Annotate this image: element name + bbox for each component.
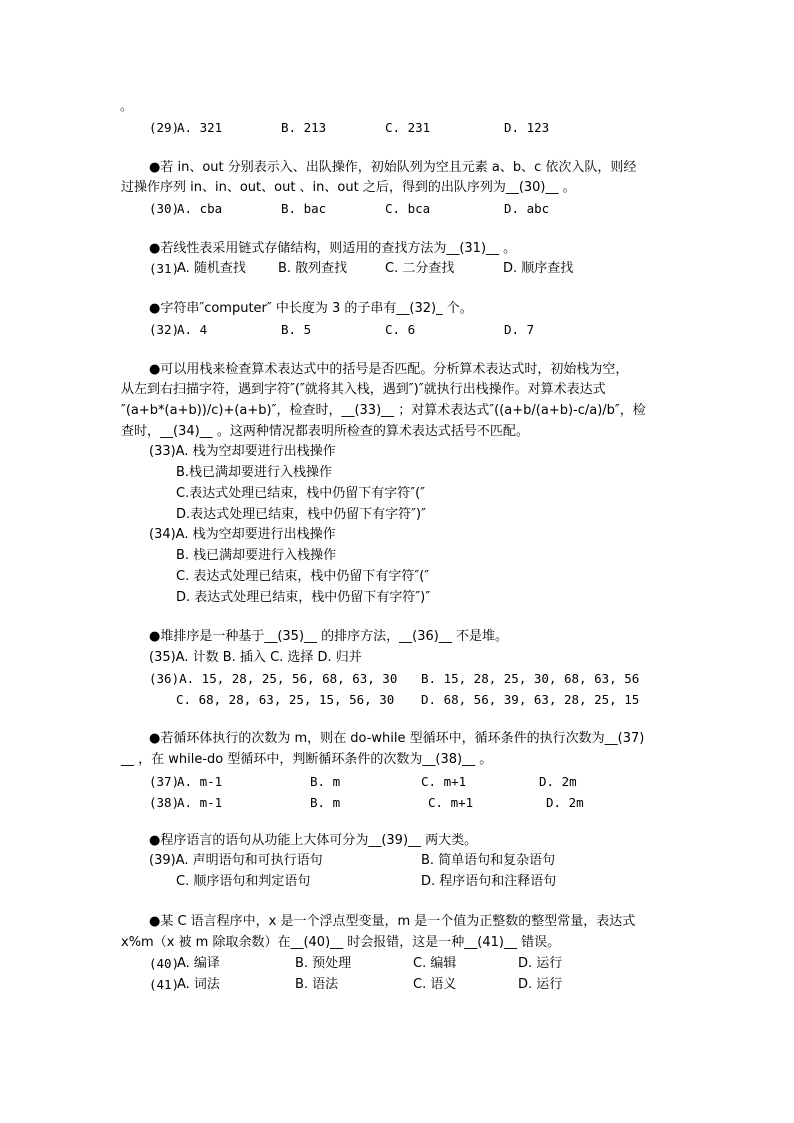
option-num: (37) bbox=[149, 774, 180, 789]
option-b: B. 语法 bbox=[295, 977, 339, 992]
stem-line: ●某 C 语言程序中，x 是一个浮点型变量，m 是一个值为正整数的整型常量，表达式 bbox=[149, 914, 636, 929]
option-c: C. m+1 bbox=[421, 774, 467, 789]
option-a: A. m-1 bbox=[177, 774, 223, 789]
question-35-stem: ●堆排序是一种基于__(35)__ 的排序方法，__(36)__ 不是堆。 bbox=[149, 629, 508, 644]
option-d: D. 表达式处理已结束，栈中仍留下有字符″)″ bbox=[176, 590, 431, 605]
stem-line: x%m（x 被 m 除取余数）在__(40)__ 时会报错，这是一种__(41)__ 错误。 bbox=[121, 935, 561, 950]
option-b: B. 简单语句和复杂语句 bbox=[421, 853, 556, 868]
stem-line: ●若 in、out 分别表示入、出队操作，初始队列为空且元素 a、b、c 依次入队，则经 bbox=[149, 160, 637, 175]
stem-line: ●可以用栈来检查算术表达式中的括号是否匹配。分析算术表达式时，初始栈为空， bbox=[149, 362, 629, 377]
stem-line: ″(a+b*(a+b))/c)+(a+b)″，检查时，__(33)__ ；对算术表达式″((a+b/(a+b)-c/a)/b″，检 bbox=[121, 403, 646, 418]
option-c: C. 顺序语句和判定语句 bbox=[176, 874, 311, 889]
option-d: D. 7 bbox=[504, 322, 535, 337]
option-a: A. 编译 bbox=[177, 956, 220, 971]
option-d: D. 程序语句和注释语句 bbox=[421, 874, 557, 889]
option-c: C. 231 bbox=[385, 120, 431, 135]
option-d: D. 顺序查找 bbox=[503, 261, 574, 276]
option-c: C. 表达式处理已结束，栈中仍留下有字符″(″ bbox=[176, 569, 430, 584]
option-a: A. 随机查找 bbox=[177, 261, 246, 276]
option-num: (38) bbox=[149, 795, 180, 810]
stem-line: 从左到右扫描字符，遇到字符″(″就将其入栈，遇到″)″就执行出栈操作。对算术表达式 bbox=[121, 382, 606, 397]
option-a: A. 词法 bbox=[177, 977, 220, 992]
stem-line: 过操作序列 in、in、out、out 、in、out 之后，得到的出队序列为__(30)__ 。 bbox=[121, 180, 576, 195]
stem-line: __ ，在 while-do 型循环中，判断循环条件的次数为__(38)__ 。 bbox=[121, 752, 493, 767]
option-num: (31) bbox=[149, 261, 180, 276]
option-c: C.表达式处理已结束，栈中仍留下有字符″(″ bbox=[176, 486, 425, 501]
option-c: C. bca bbox=[385, 201, 431, 216]
option-a: A. cba bbox=[177, 201, 223, 216]
option-d: D. 68, 56, 39, 63, 28, 25, 15 bbox=[421, 692, 640, 707]
option-b: B. 213 bbox=[281, 120, 327, 135]
option-num: (29) bbox=[149, 120, 180, 135]
option-c: C. 68, 28, 63, 25, 15, 56, 30 bbox=[176, 692, 395, 707]
option-b: B. 5 bbox=[281, 322, 312, 337]
option-a: A. m-1 bbox=[177, 795, 223, 810]
stem-line: ●若循环体执行的次数为 m，则在 do-while 型循环中，循环条件的执行次数为__(37) bbox=[149, 731, 645, 746]
option-b: B. 15, 28, 25, 30, 68, 63, 56 bbox=[421, 671, 640, 686]
option-d: D. 运行 bbox=[518, 956, 563, 971]
option-a: A. 4 bbox=[177, 322, 208, 337]
option-d: D. 2m bbox=[546, 795, 584, 810]
option-b: B. m bbox=[310, 774, 341, 789]
option-c: C. 二分查找 bbox=[385, 261, 455, 276]
option-b: B. 栈已满却要进行入栈操作 bbox=[176, 548, 337, 563]
option-a: (39)A. 声明语句和可执行语句 bbox=[149, 853, 323, 868]
stem-line: 查时，__(34)__ 。这两种情况都表明所检查的算术表达式括号不匹配。 bbox=[121, 424, 529, 439]
option-num: (30) bbox=[149, 201, 180, 216]
option-num: (40) bbox=[149, 956, 180, 971]
option-c: C. m+1 bbox=[428, 795, 474, 810]
option-c: C. 6 bbox=[385, 322, 416, 337]
option-d: D.表达式处理已结束，栈中仍留下有字符″)″ bbox=[176, 507, 426, 522]
question-31-stem: ●若线性表采用链式存储结构，则适用的查找方法为__(31)__ 。 bbox=[149, 241, 517, 256]
option-b: B. 预处理 bbox=[295, 956, 352, 971]
question-39-stem: ●程序语言的语句从功能上大体可分为__(39)__ 两大类。 bbox=[149, 833, 478, 848]
question-35-options: (35)A. 计数 B. 插入 C. 选择 D. 归并 bbox=[149, 650, 362, 665]
option-a: A. 321 bbox=[177, 120, 223, 135]
option-b: B.栈已满却要进行入栈操作 bbox=[176, 465, 333, 480]
option-c: C. 编辑 bbox=[413, 956, 457, 971]
option-a: (36)A. 15, 28, 25, 56, 68, 63, 30 bbox=[149, 671, 398, 686]
option-num: (32) bbox=[149, 322, 180, 337]
option-b: B. bac bbox=[281, 201, 327, 216]
option-d: D. 2m bbox=[539, 774, 577, 789]
option-d: D. abc bbox=[504, 201, 550, 216]
question-32-stem: ●字符串″computer″ 中长度为 3 的子串有__(32)_ 个。 bbox=[149, 301, 473, 316]
option-b: B. 散列查找 bbox=[278, 261, 348, 276]
option-d: D. 123 bbox=[504, 120, 550, 135]
option-a: (34)A. 栈为空却要进行出栈操作 bbox=[149, 527, 336, 542]
option-a: (33)A. 栈为空却要进行出栈操作 bbox=[149, 444, 336, 459]
option-c: C. 语义 bbox=[413, 977, 457, 992]
option-num: (41) bbox=[149, 977, 180, 992]
option-b: B. m bbox=[310, 795, 341, 810]
option-d: D. 运行 bbox=[518, 977, 563, 992]
leading-period: 。 bbox=[120, 98, 133, 113]
